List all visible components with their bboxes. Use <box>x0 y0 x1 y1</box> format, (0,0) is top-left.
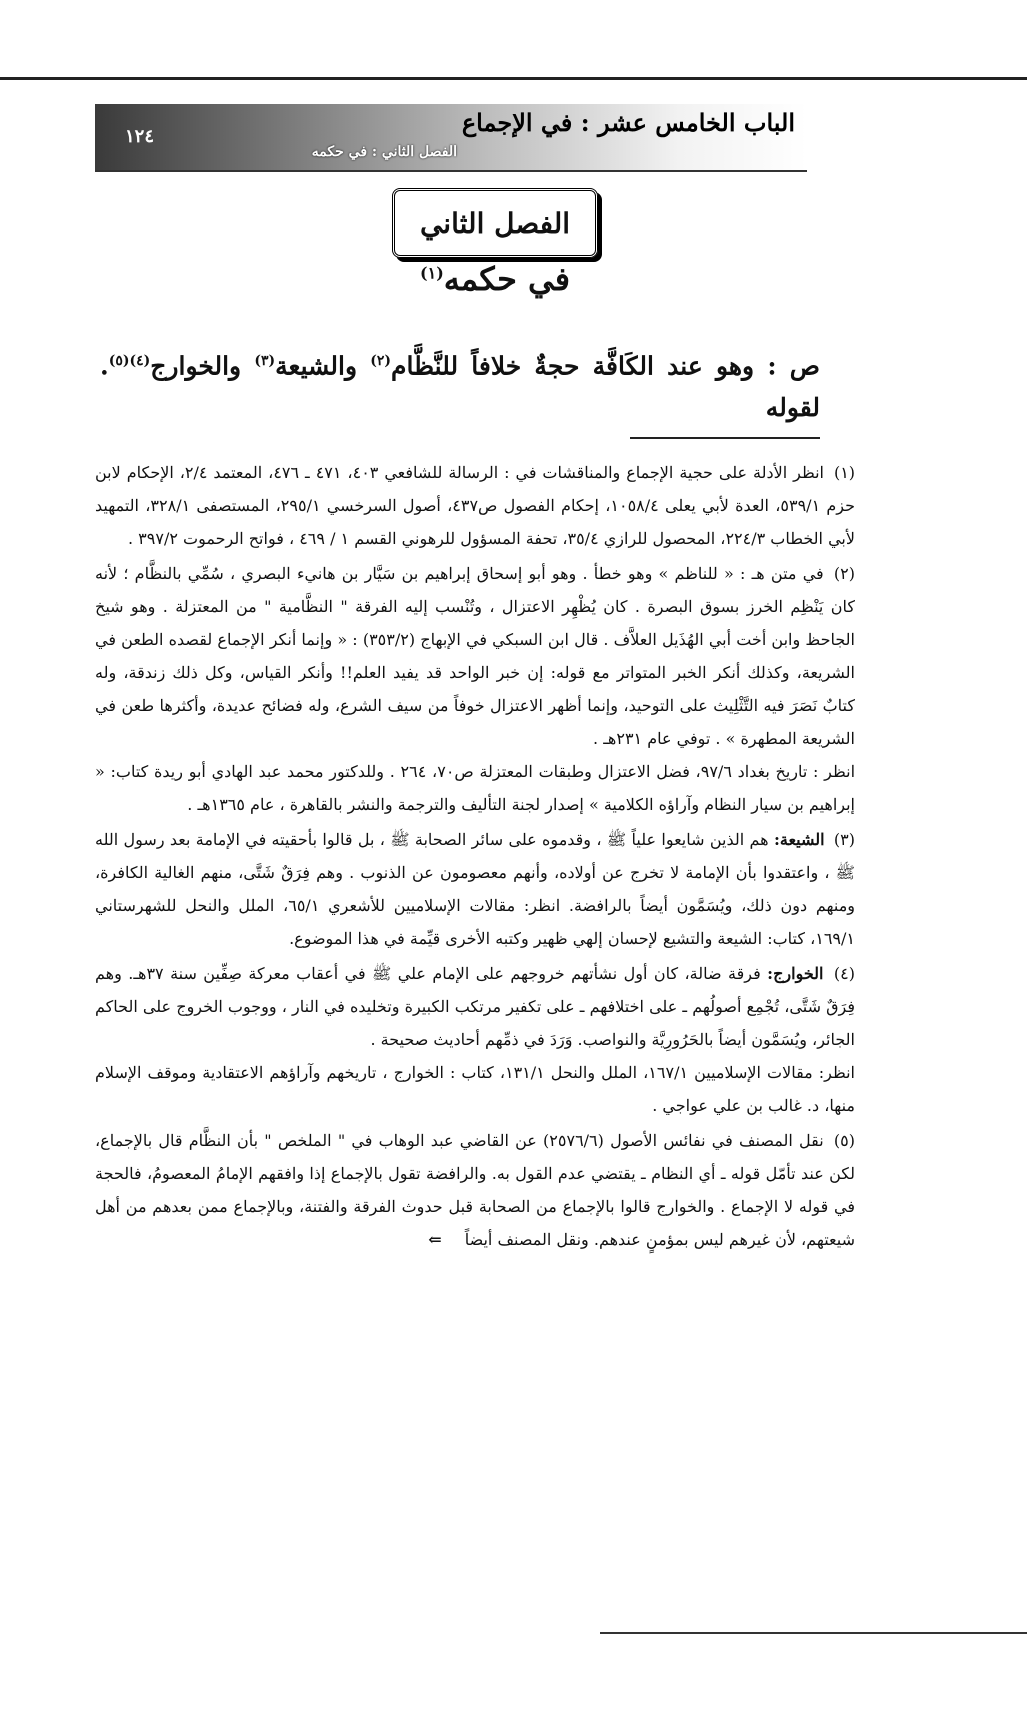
footnote-3 <box>95 823 855 955</box>
footnote-5 <box>95 1124 855 1256</box>
footnote-ref: (١) <box>420 263 444 283</box>
footnote-number: (٢) <box>833 564 855 583</box>
top-rule <box>0 77 1027 80</box>
main-text-part: والشيعة <box>275 351 371 381</box>
continue-arrow-icon: ⇐ <box>428 1230 442 1249</box>
section-title <box>360 260 630 298</box>
footnote-1 <box>95 456 855 555</box>
footnote-ref: (٢) <box>370 353 392 369</box>
footnote-term: الشيعة: <box>773 830 825 849</box>
footnote-4 <box>95 957 855 1122</box>
footnote-number: (٥) <box>833 1131 855 1150</box>
footnote-term: الخوارج: <box>767 964 824 983</box>
footnote-number: (٣) <box>833 830 855 849</box>
header-title: الباب الخامس عشر : في الإجماع <box>461 108 795 137</box>
chapter-label: الفصل الثاني <box>419 206 571 240</box>
footnotes <box>95 456 855 1258</box>
main-text-part: والخوارج <box>150 351 255 381</box>
chapter-label-box <box>392 188 598 258</box>
footnote-text: فرقة ضالة، كان أول نشأتهم خروجهم على الإمام علي ﷺ في أعقاب معركة صِفِّين سنة ٣٧هـ. وهم فِرَقٌ شَتَّى، تُجْمِع أصولُهم ـ على اختلافهم ـ على تكفير مرتكب الكبيرة وتخليده في النار ، ووجوب الخروج على الحاكم الجائر، ويُسَمَّون أيضاً بالحَرُورِيَّة والنواصب. وَرَدَ في ذمِّهم أحاديث صحيحة . <box>95 964 855 1049</box>
footnote-number: (١) <box>833 463 856 482</box>
main-text-part: . لقوله <box>100 351 820 423</box>
main-text <box>100 340 820 429</box>
footnote-text: هم الذين شايعوا علياً ﷺ ، وقدموه على سائر الصحابة ﷺ ، بل قالوا بأحقيته في الإمامة بعد رسول الله ﷺ ، واعتقدوا بأن الإمامة لا تخرج عن أولاده، وأنهم معصومون عن الذنوب . وهم فِرَقٌ شَتَّى، منهم الغالية الكافرة، ومنهم دون ذلك، ويُسَمَّون أيضاً بالرافضة. انظر: مقالات الإسلاميين للأشعري ٦٥/١، الملل والنحل للشهرستاني ١٦٩/١، كتاب: الشيعة والتشيع لإحسان إلهي ظهير وكتبه الأخرى قيِّمة في هذا الموضوع. <box>95 830 856 948</box>
footnote-continuation: انظر : تاريخ بغداد ٩٧/٦، فضل الاعتزال وطبقات المعتزلة ص٧٠، ٢٦٤ . وللدكتور محمد عبد الهادي أبو ريدة كتاب: « إبراهيم بن سيار النظام وآراؤه الكلامية » إصدار لجنة التأليف والترجمة والنشر بالقاهرة ، عام ١٣٦٥هـ . <box>95 762 856 814</box>
footnote-ref: (٣) <box>254 353 276 369</box>
footnote-continuation: انظر: مقالات الإسلاميين ١٦٧/١، الملل والنحل ١٣١/١، كتاب : الخوارج ، تاريخهم وآراؤهم الاعتقادية وموقف الإسلام منها، د. غالب بن علي عواجي . <box>95 1063 856 1115</box>
footnote-number: (٤) <box>833 964 856 983</box>
footnote-text: في متن هـ : « للناظم » وهو خطأ . وهو أبو إسحاق إبراهيم بن سَيَّار بن هانيء البصري ، سُمِّي بالنظَّام ؛ لأنه كان يَنْظِم الخرز بسوق البصرة . كان يُظْهِر الاعتزال ، وتُنْسب إليه الفرقة " النظَّامية " من المعتزلة . وهو شيخ الجاحظ وابن أخت أبي الهُذَيل العلاَّف . قال ابن السبكي في الإبهاج (٣٥٣/٢) : « وإنما أنكر الإجماع لقصده الطعن في الشريعة، وكذلك أنكر الخبر المتواتر مع قوله: إن خبر الواحد قد يفيد العلم!! وأنكر القياس، وكل ذلك زندقة، وله كتابٌ نَصَرَ فيه التَّثْلِيث على التوحيد، وإنما أظهر الاعتزال خوفاً من سيف الشرع، وله فضائح عديدة، وأكثرها طعن في الشريعة المطهرة » . توفي عام ٢٣١هـ . <box>95 564 855 748</box>
footnote-text: نقل المصنف في نفائس الأصول (٢٥٧٦/٦) عن القاضي عبد الوهاب في " الملخص " بأن النظَّام قال بالإجماع، لكن عند تأمّل قوله ـ أي النظام ـ يقتضي عدم القول به. والرافضة تقول بالإجماع إذا وافقهم الإمامُ المعصومُ، فالحجة في قوله لا الإجماع . والخوارج قالوا بالإجماع من الصحابة قبل حدوث الفرقة والفتنة، وبالإجماع ممن بعدهم من أهل شيعتهم، لأن غيرهم ليس بمؤمنٍ عندهم. ونقل المصنف أيضاً <box>95 1131 855 1249</box>
bottom-rule <box>600 1632 1027 1634</box>
footnote-text: انظر الأدلة على حجية الإجماع والمناقشات في : الرسالة للشافعي ٤٠٣، ٤٧١ ـ ٤٧٦، المعتمد ٢/٤، الإحكام لابن حزم ٥٣٩/١، العدة لأبي يعلى ١٠٥٨/٤، إحكام الفصول ص٤٣٧، أصول السرخسي ٢٩٥/١، المستصفى ٣٢٨/١، التمهيد لأبي الخطاب ٢٢٤/٣، المحصول للرازي ٣٥/٤، تحفة المسؤول للرهوني القسم ١ / ٤٦٩ ، فواتح الرحموت ٣٩٧/٢ . <box>95 463 856 548</box>
footnote-separator <box>630 437 820 439</box>
page-number: ١٢٤ <box>125 126 155 147</box>
section-title-text: في حكمه <box>443 260 570 298</box>
footnote-2 <box>95 557 855 821</box>
footnote-ref: (٤)(٥) <box>108 353 151 369</box>
header-subtitle: الفصل الثاني : في حكمه <box>311 144 457 160</box>
main-text-part: ص : وهو عند الكَافَّة حجةٌ خلافاً للنَّظَّام <box>391 351 820 381</box>
running-header <box>95 104 807 172</box>
